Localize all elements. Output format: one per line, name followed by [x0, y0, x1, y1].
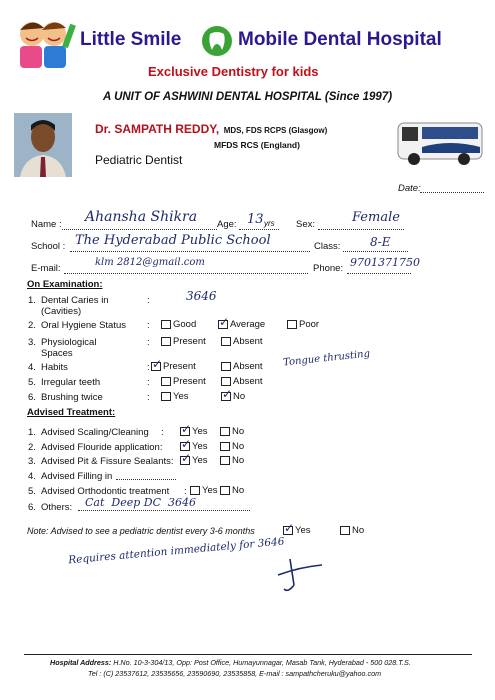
email-line [64, 273, 308, 274]
exam-label-spaces: Physiological [41, 337, 97, 348]
treat-label-scaling: Advised Scaling/Cleaning [41, 427, 149, 438]
checkbox[interactable] [221, 362, 231, 371]
kids-logo [10, 14, 76, 74]
doctor-name: Dr. SAMPATH REDDY, MDS, FDS RCPS (Glasgow) [95, 122, 328, 136]
treat-label-orthodontic: Advised Orthodontic treatment [41, 486, 170, 497]
option-no[interactable]: ✓ No [221, 391, 245, 402]
doctor-remark[interactable]: Requires attention immediately for 3646 [67, 535, 285, 567]
checkbox[interactable] [190, 486, 200, 495]
checkbox[interactable] [221, 377, 231, 386]
hospital-contact: Tel : (C) 23537612, 23535656, 23590690, 23535858, E-mail : sampathcheruku@yahoo.com [88, 669, 382, 678]
checkbox-checked[interactable] [180, 427, 190, 436]
option-yes[interactable]: ✓ Yes [180, 455, 208, 466]
hospital-address: Hospital Address: H.No. 10-3-304/13, Opp: Post Office, Humayunnagar, Masab Tank, Hyderabad - 500 028.T.S. [50, 658, 411, 667]
treat-num: 5. [28, 486, 36, 497]
checkbox[interactable] [287, 320, 297, 329]
email-value[interactable]: klm 2812@gmail.com [95, 257, 205, 268]
option-yes[interactable]: ✓ Yes [180, 441, 208, 452]
exam-colon: : [147, 377, 150, 388]
exam-label-irregular-teeth: Irregular teeth [41, 377, 101, 388]
email-label: E-mail: [31, 263, 61, 274]
checkbox-checked[interactable] [221, 392, 231, 401]
name-line [62, 229, 217, 230]
date-field[interactable] [420, 192, 484, 193]
age-unit: yrs [264, 219, 275, 228]
exam-colon: : [147, 337, 150, 348]
checkbox[interactable] [161, 392, 171, 401]
option-good[interactable]: Good [161, 319, 196, 330]
class-line [343, 251, 408, 252]
filling-line[interactable] [116, 479, 176, 480]
age-value[interactable]: 13 [247, 212, 264, 227]
sex-label: Sex: [296, 219, 316, 230]
exam-colon: : [147, 392, 150, 403]
treat-num: 1. [28, 427, 36, 438]
phone-label: Phone: [313, 263, 344, 274]
checkbox-checked[interactable] [218, 320, 228, 329]
checkbox[interactable] [220, 456, 230, 465]
checkbox[interactable] [220, 486, 230, 495]
checkbox-checked[interactable] [180, 456, 190, 465]
option-absent[interactable]: Absent [221, 361, 263, 372]
signature [270, 553, 330, 597]
caries-value[interactable]: 3646 [186, 289, 217, 303]
exam-label-caries-2: (Cavities) [41, 306, 82, 317]
doctor-degrees-2: MFDS RCS (England) [214, 140, 300, 150]
school-label: School : [31, 241, 66, 252]
checkbox-checked[interactable] [283, 526, 293, 535]
others-value[interactable]: Cat Deep DC 3646 [85, 496, 196, 509]
treatment-heading: Advised Treatment: [27, 407, 116, 418]
checkbox[interactable] [221, 337, 231, 346]
exam-label-habits: Habits [41, 362, 68, 373]
others-line [78, 510, 250, 511]
sex-line [318, 229, 404, 230]
doctor-degrees: MDS, FDS RCPS (Glasgow) [223, 126, 328, 135]
habit-note[interactable]: Tongue thrusting [282, 348, 371, 369]
exam-label-brushing: Brushing twice [41, 392, 103, 403]
option-absent[interactable]: Absent [221, 376, 263, 387]
age-label: Age: [217, 219, 237, 230]
checkbox[interactable] [161, 320, 171, 329]
school-line [70, 251, 310, 252]
checkbox[interactable] [161, 337, 171, 346]
option-no[interactable]: No [220, 426, 244, 437]
treat-label-others: Others: [41, 502, 73, 513]
checkbox[interactable] [220, 442, 230, 451]
exam-label-oral-hygiene: Oral Hygiene Status [41, 320, 127, 331]
treat-num: 6. [28, 502, 36, 513]
exam-num: 1. [28, 295, 36, 306]
exam-num: 6. [28, 392, 36, 403]
sex-value[interactable]: Female [352, 210, 400, 225]
bus-image [394, 113, 484, 171]
option-yes[interactable]: ✓ Yes [283, 525, 311, 536]
checkbox[interactable] [340, 526, 350, 535]
exam-label-caries: Dental Caries in [41, 295, 109, 306]
treat-label-sealants: Advised Pit & Fissure Sealants: [41, 456, 174, 467]
tagline: Exclusive Dentistry for kids [148, 64, 319, 79]
exam-num: 5. [28, 377, 36, 388]
option-no[interactable]: No [220, 485, 244, 496]
option-present[interactable]: ✓ Present [151, 361, 196, 372]
doctor-role: Pediatric Dentist [95, 153, 183, 167]
clinic-name-right: Mobile Dental Hospital [238, 29, 442, 50]
exam-num: 2. [28, 320, 36, 331]
treat-label-flouride: Advised Flouride application: [41, 442, 163, 453]
treat-num: 2. [28, 442, 36, 453]
option-present[interactable]: Present [161, 336, 206, 347]
followup-note: Note: Advised to see a pediatric dentist every 3-6 months [27, 526, 255, 536]
option-absent[interactable]: Absent [221, 336, 263, 347]
class-label: Class: [314, 241, 341, 252]
exam-colon: : [147, 362, 150, 373]
age-line [239, 229, 279, 230]
option-present[interactable]: Present [161, 376, 206, 387]
clinic-name-left: Little Smile [80, 29, 182, 50]
exam-label-spaces-2: Spaces [41, 348, 73, 359]
treat-num: 3. [28, 456, 36, 467]
treat-colon: : [161, 427, 164, 438]
parent-hospital-line: A UNIT OF ASHWINI DENTAL HOSPITAL (Since 1997) [103, 91, 393, 103]
checkbox-checked[interactable] [180, 442, 190, 451]
class-value[interactable]: 8-E [370, 235, 391, 249]
option-poor[interactable]: Poor [287, 319, 319, 330]
exam-colon: : [147, 320, 150, 331]
treat-label-filling: Advised Filling in [41, 471, 113, 482]
option-no[interactable]: No [220, 441, 244, 452]
treat-colon: : [184, 486, 187, 497]
examination-heading: On Examination: [27, 279, 103, 290]
exam-num: 4. [28, 362, 36, 373]
tooth-logo [200, 24, 234, 58]
checkbox[interactable] [161, 377, 171, 386]
option-average[interactable]: ✓ Average [218, 319, 265, 330]
name-label: Name : [31, 219, 62, 230]
checkbox-checked[interactable] [151, 362, 161, 371]
date-label: Date: [398, 183, 421, 194]
school-value[interactable]: The Hyderabad Public School [75, 233, 271, 248]
exam-num: 3. [28, 337, 36, 348]
checkbox[interactable] [220, 427, 230, 436]
name-value[interactable]: Ahansha Shikra [85, 209, 198, 225]
option-no[interactable]: No [340, 525, 364, 536]
option-yes[interactable]: Yes [161, 391, 189, 402]
treat-num: 4. [28, 471, 36, 482]
footer-divider [24, 654, 472, 655]
option-no[interactable]: No [220, 455, 244, 466]
phone-value[interactable]: 9701371750 [350, 256, 420, 269]
phone-line [347, 273, 411, 274]
doctor-photo [14, 113, 72, 177]
option-yes[interactable]: ✓ Yes [180, 426, 208, 437]
option-yes[interactable]: Yes [190, 485, 218, 496]
exam-colon: : [147, 295, 150, 306]
